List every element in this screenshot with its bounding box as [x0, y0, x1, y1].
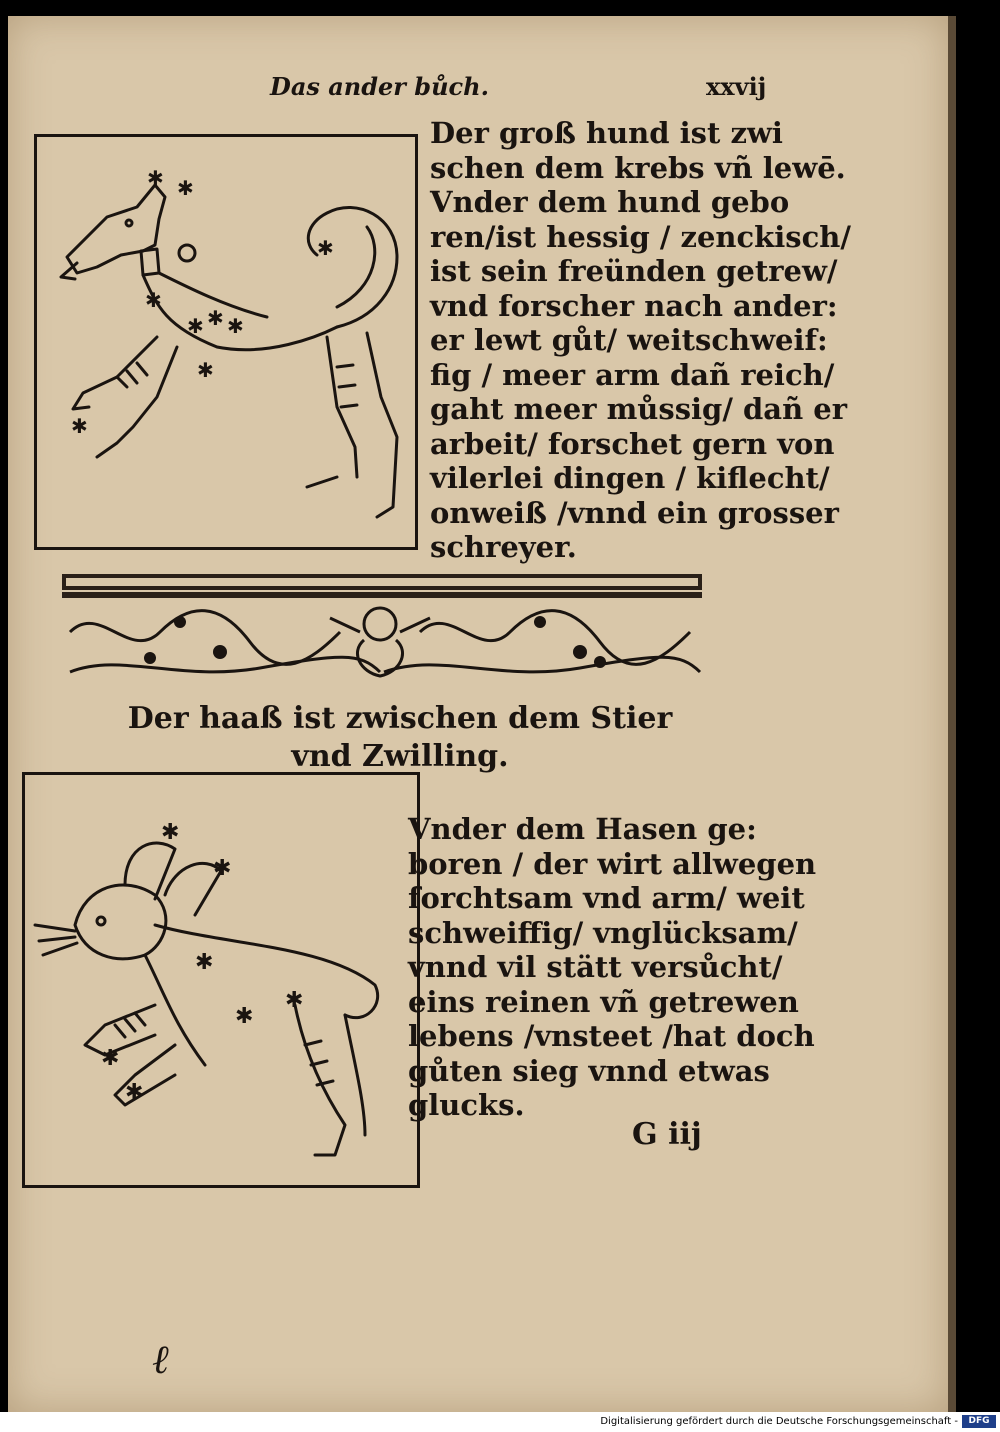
hare-text-line: vnnd vil stätt versůcht/ [408, 950, 783, 984]
dog-text-line: arbeit/ forschet gern von [430, 426, 835, 461]
svg-text:✱: ✱ [71, 414, 88, 438]
hare-text-line: gůten sieg vnnd etwas [408, 1053, 770, 1088]
running-head: Das ander bůch. [270, 72, 489, 101]
hare-constellation-illustration [25, 775, 417, 1185]
dog-text-block [430, 116, 851, 565]
dog-text-line: ren/ist hessig / zenckisch/ [430, 219, 851, 254]
svg-text:✱: ✱ [101, 1046, 120, 1071]
svg-text:✱: ✱ [207, 306, 224, 330]
page-edge [948, 16, 956, 1412]
svg-text:✱: ✱ [213, 856, 232, 881]
hare-text-line: Vnder dem Hasen ge: [408, 812, 757, 846]
dog-text-line: vnd forscher nach ander: [430, 288, 838, 323]
dog-text-line: schen dem krebs vñ lewē. [430, 150, 846, 185]
svg-text:✱: ✱ [317, 236, 334, 260]
ornamental-frieze-illustration [60, 572, 704, 690]
hare-text-line: schweiffig/ vnglücksam/ [408, 915, 798, 950]
signature-mark: G iij [632, 1117, 702, 1152]
svg-text:✱: ✱ [145, 288, 162, 312]
svg-text:✱: ✱ [285, 988, 304, 1013]
dog-text-line: vilerlei dingen / kiflecht/ [430, 461, 830, 495]
svg-text:✱: ✱ [197, 358, 214, 382]
svg-text:✱: ✱ [161, 820, 180, 845]
hare-text-line: forchtsam vnd arm/ weit [408, 881, 805, 915]
hare-text-line: lebens /vnsteet /hat doch [408, 1019, 815, 1053]
hare-caption-line: vnd Zwilling. [291, 739, 509, 774]
svg-text:✱: ✱ [125, 1080, 144, 1105]
hare-text-line: eins reinen vñ getrewen [408, 984, 799, 1019]
hare-text-line: boren / der wirt allwegen [408, 846, 817, 881]
hare-caption-line: Der haaß ist zwischen dem Stier [127, 701, 673, 736]
hare-text-block [408, 812, 816, 1123]
dog-text-line: fig / meer arm dañ reich/ [430, 357, 835, 392]
dog-woodcut-frame [34, 134, 418, 550]
svg-text:✱: ✱ [227, 314, 244, 338]
dog-text-line: Vnder dem hund gebo [430, 185, 790, 219]
decorative-border [60, 572, 704, 690]
folio-number: xxvij [706, 72, 767, 101]
dfg-logo: DFG [962, 1415, 996, 1428]
hare-text-line: glucks. [408, 1088, 525, 1122]
dog-text-line: onweiß /vnnd ein grosser [430, 495, 839, 530]
dog-text-line: schreyer. [430, 530, 577, 564]
svg-text:✱: ✱ [187, 314, 204, 338]
svg-text:✱: ✱ [235, 1004, 254, 1029]
hare-caption [80, 700, 720, 776]
footer-bar [0, 1412, 1000, 1432]
dog-constellation-illustration [37, 137, 415, 547]
dog-text-line: ist sein freünden getrew/ [430, 254, 838, 288]
svg-text:✱: ✱ [195, 950, 214, 975]
dog-text-line: gaht meer můssig/ dañ er [430, 392, 847, 426]
svg-text:✱: ✱ [177, 176, 194, 200]
dog-text-line: er lewt gůt/ weitschweif: [430, 323, 828, 357]
hare-woodcut-frame [22, 772, 420, 1188]
dog-text-line: Der groß hund ist zwi [430, 116, 783, 150]
margin-handwritten-mark: ℓ [152, 1337, 169, 1383]
svg-text:✱: ✱ [147, 166, 164, 190]
footer-credit: Digitalisierung gefördert durch die Deutsche Forschungsgemeinschaft - [600, 1416, 958, 1427]
